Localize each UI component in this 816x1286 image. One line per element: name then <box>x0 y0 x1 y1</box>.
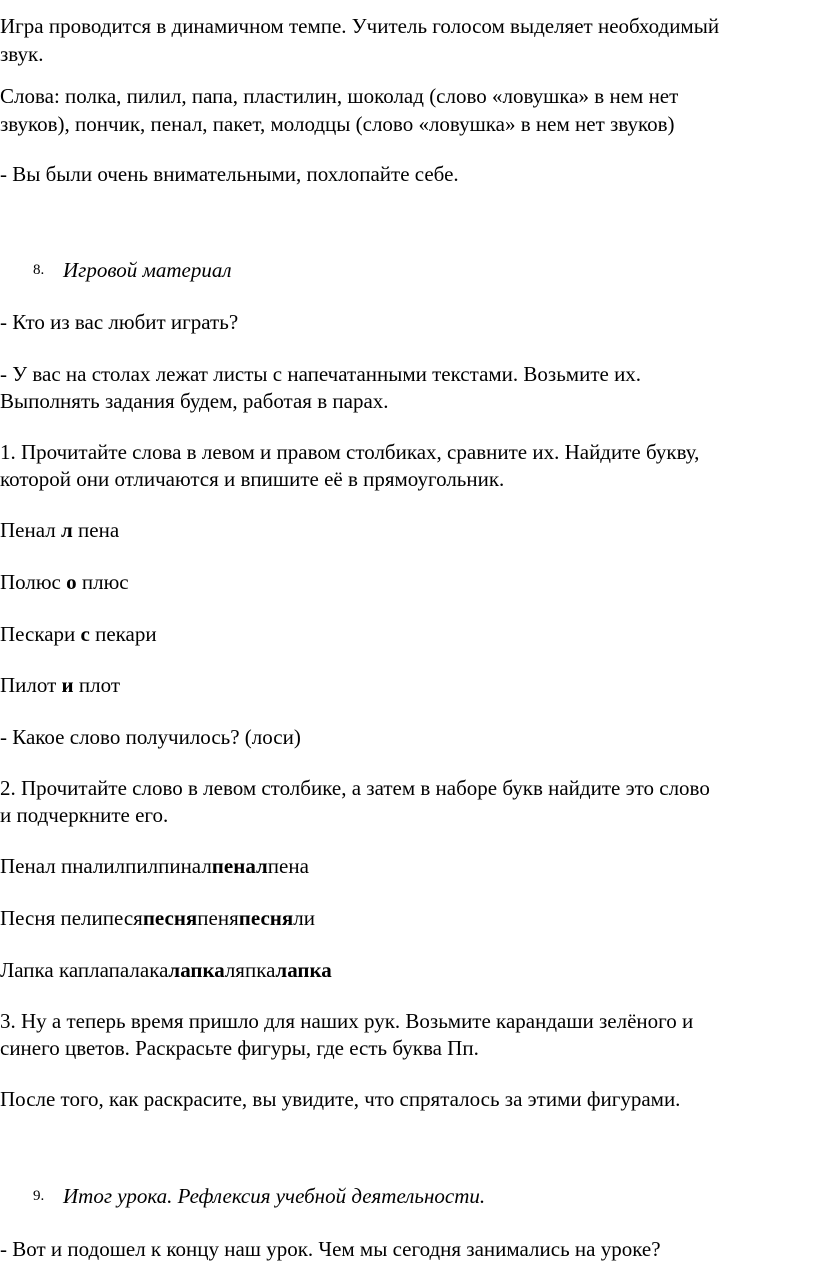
after-coloring-line: После того, как раскрасите, вы увидите, что спряталось за этими фигурами. <box>0 1087 681 1111</box>
find-row-2: Песня пелипесяпесняпеняпесняли <box>0 906 315 930</box>
word-pair-1: Пенал л пена <box>0 518 120 542</box>
word-pair-1-letter: л <box>60 518 73 542</box>
word-pair-2-letter: о <box>66 570 77 594</box>
task-2-line-2: и подчеркните его. <box>0 803 169 827</box>
task-3-line-1: 3. Ну а теперь время пришло для наших рук. Возьмите карандаши зелёного и <box>0 1009 694 1033</box>
praise-line: - Вы были очень внимательными, похлопайте себе. <box>0 162 459 186</box>
find-row-3-match-1: лапка <box>168 958 225 982</box>
find-row-1-match: пенал <box>211 854 268 878</box>
word-pair-4: Пилот и плот <box>0 673 121 697</box>
words-line-1: Слова: полка, пилил, папа, пластилин, шоколад (слово «ловушка» в нем нет <box>0 84 679 108</box>
section-9-title: Итог урока. Рефлексия учебной деятельности. <box>63 1184 486 1208</box>
find-row-3-match-2: лапка <box>275 958 332 982</box>
question-play: - Кто из вас любит играть? <box>0 310 239 334</box>
section-8-title: Игровой материал <box>63 258 232 282</box>
intro-line-2: звук. <box>0 42 44 66</box>
find-row-2-match-2: песня <box>238 906 294 930</box>
find-row-3: Лапка каплапалакалапкаляпкалапка <box>0 958 332 982</box>
section-8-number: 8. <box>33 262 45 278</box>
word-pair-4-letter: и <box>61 673 74 697</box>
intro-line-1: Игра проводится в динамичном темпе. Учитель голосом выделяет необходимый <box>0 14 720 38</box>
word-pair-3-letter: с <box>80 622 90 646</box>
lesson-end-line: - Вот и подошел к концу наш урок. Чем мы сегодня занимались на уроке? <box>0 1237 661 1261</box>
sheets-line-1: - У вас на столах лежат листы с напечатанными текстами. Возьмите их. <box>0 362 642 386</box>
task-2-line-1: 2. Прочитайте слово в левом столбике, а затем в наборе букв найдите это слово <box>0 776 710 800</box>
word-pair-3: Пескари с пекари <box>0 622 157 646</box>
words-line-2: звуков), пончик, пенал, пакет, молодцы (слово «ловушка» в нем нет звуков) <box>0 112 675 136</box>
question-word: - Какое слово получилось? (лоси) <box>0 725 301 749</box>
task-1-line-2: которой они отличаются и впишите её в прямоугольник. <box>0 467 505 491</box>
section-9-number: 9. <box>33 1188 45 1204</box>
sheets-line-2: Выполнять задания будем, работая в парах. <box>0 389 389 413</box>
task-1-line-1: 1. Прочитайте слова в левом и правом столбиках, сравните их. Найдите букву, <box>0 440 700 464</box>
find-row-2-match-1: песня <box>142 906 198 930</box>
find-row-1: Пенал пналилпилпиналпеналпена <box>0 854 309 878</box>
task-3-line-2: синего цветов. Раскрасьте фигуры, где есть буква Пп. <box>0 1036 479 1060</box>
word-pair-2: Полюс о плюс <box>0 570 129 594</box>
